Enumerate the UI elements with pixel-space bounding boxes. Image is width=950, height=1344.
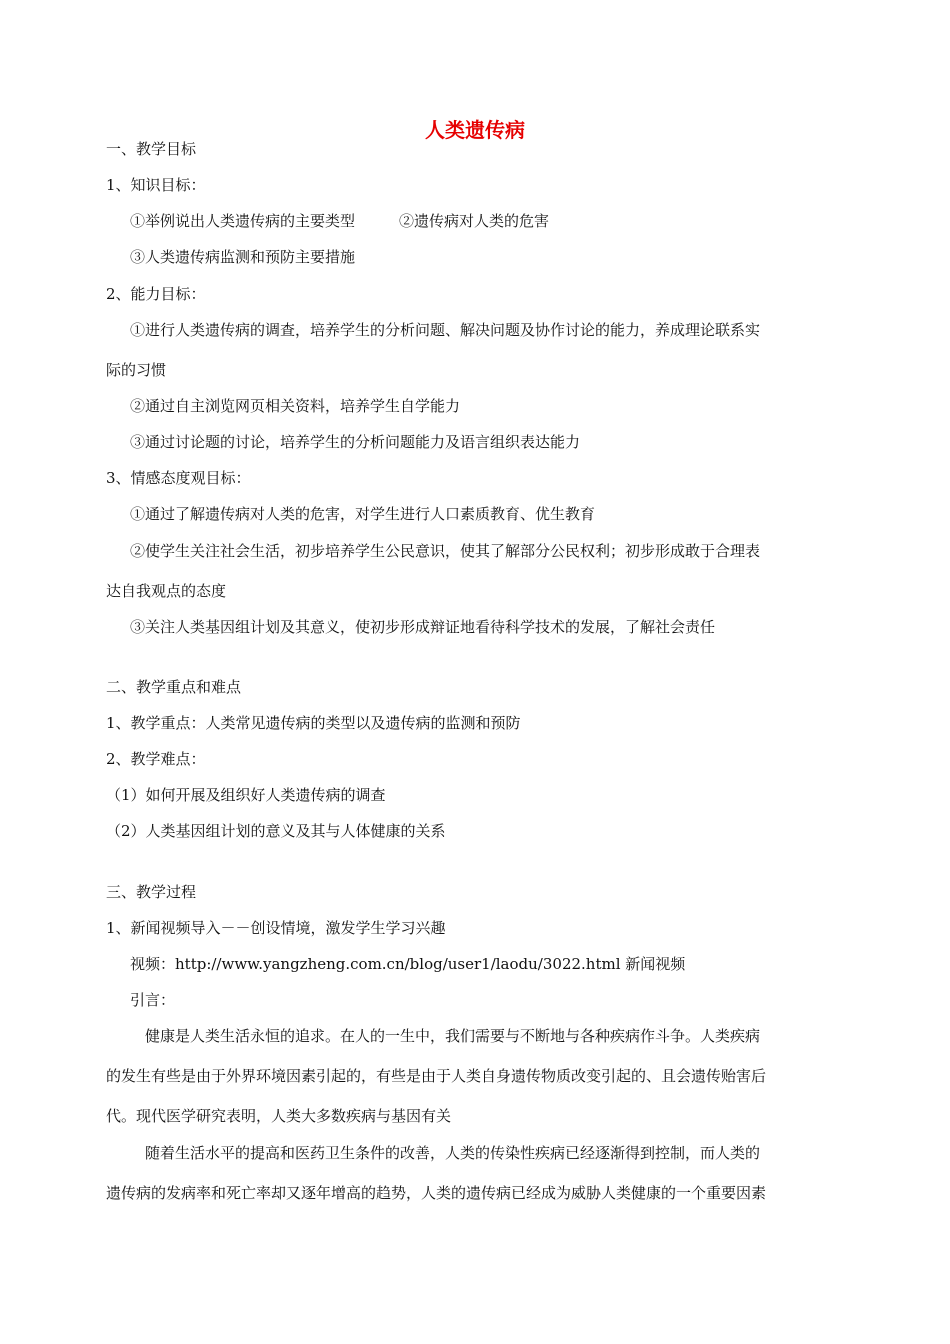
- ability-goal-item-1-line-2: 际的习惯: [106, 361, 167, 379]
- section-heading-objectives: 一、教学目标: [106, 140, 197, 158]
- difficulty-item-2: （2）人类基因组计划的意义及其与人体健康的关系: [106, 822, 446, 840]
- ability-goal-item-1-line-1: ①进行人类遗传病的调查，培养学生的分析问题、解决问题及协作讨论的能力，养成理论联系实: [130, 321, 761, 339]
- key-point: 1、教学重点：人类常见遗传病的类型以及遗传病的监测和预防: [106, 714, 521, 732]
- intro-label: 引言：: [130, 991, 176, 1009]
- paragraph-2-line-1: 随着生活水平的提高和医药卫生条件的改善，人类的传染性疾病已经逐渐得到控制，而人类的: [145, 1144, 761, 1162]
- emotion-goal-item-2-line-2: 达自我观点的态度: [106, 582, 227, 600]
- emotion-goal-item-2-line-1: ②使学生关注社会生活，初步培养学生公民意识，使其了解部分公民权利；初步形成敢于合理表: [130, 542, 761, 560]
- emotion-goal-item-3: ③关注人类基因组计划及其意义，使初步形成辩证地看待科学技术的发展，了解社会责任: [130, 618, 716, 636]
- knowledge-goal-label: 1、知识目标：: [106, 176, 206, 194]
- paragraph-1-line-1: 健康是人类生活永恒的追求。在人的一生中，我们需要与不断地与各种疾病作斗争。人类疾病: [145, 1027, 761, 1045]
- knowledge-goal-item-3: ③人类遗传病监测和预防主要措施: [130, 248, 356, 266]
- ability-goal-item-2: ②通过自主浏览网页相关资料，培养学生自学能力: [130, 397, 461, 415]
- knowledge-goal-item-1: ①举例说出人类遗传病的主要类型: [130, 212, 356, 230]
- page-title: 人类遗传病: [425, 118, 525, 142]
- video-link-line: 视频：http://www.yangzheng.com.cn/blog/user1/laodu/3022.html 新闻视频: [130, 955, 686, 973]
- emotion-goal-item-1: ①通过了解遗传病对人类的危害，对学生进行人口素质教育、优生教育: [130, 505, 596, 523]
- ability-goal-label: 2、能力目标：: [106, 285, 206, 303]
- knowledge-goal-item-2: ②遗传病对人类的危害: [399, 212, 550, 230]
- knowledge-goal-items-row: [130, 211, 549, 231]
- difficulty-label: 2、教学难点：: [106, 750, 206, 768]
- emotion-goal-label: 3、情感态度观目标：: [106, 469, 251, 487]
- paragraph-2-line-2: 遗传病的发病率和死亡率却又逐年增高的趋势，人类的遗传病已经成为威胁人类健康的一个重要因素: [106, 1184, 767, 1202]
- process-step-1: 1、新闻视频导入－－创设情境，激发学生学习兴趣: [106, 919, 446, 937]
- ability-goal-item-3: ③通过讨论题的讨论，培养学生的分析问题能力及语言组织表达能力: [130, 433, 581, 451]
- section-heading-process: 三、教学过程: [106, 883, 197, 901]
- paragraph-1-line-3: 代。现代医学研究表明，人类大多数疾病与基因有关: [106, 1107, 452, 1125]
- difficulty-item-1: （1）如何开展及组织好人类遗传病的调查: [106, 786, 386, 804]
- section-heading-key-points: 二、教学重点和难点: [106, 678, 242, 696]
- paragraph-1-line-2: 的发生有些是由于外界环境因素引起的，有些是由于人类自身遗传物质改变引起的、且会遗传贻害后: [106, 1067, 767, 1085]
